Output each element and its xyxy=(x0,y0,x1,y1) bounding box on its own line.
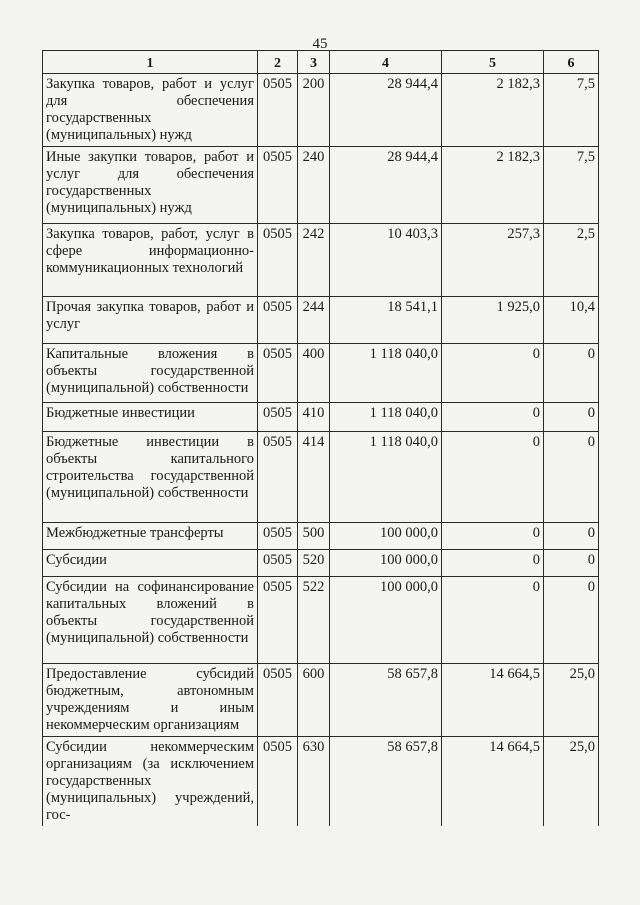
column-header: 2 xyxy=(258,51,298,74)
row-code-cell: 500 xyxy=(298,523,330,550)
column-header: 4 xyxy=(330,51,442,74)
row-name-cell: Межбюджетные трансферты xyxy=(43,523,258,550)
table-row xyxy=(43,297,599,344)
row-percent-cell: 2,5 xyxy=(544,224,599,297)
column-header: 5 xyxy=(442,51,544,74)
table-row xyxy=(43,550,599,577)
table-row xyxy=(43,577,599,664)
row-percent-cell: 0 xyxy=(544,344,599,403)
row-percent-cell: 25,0 xyxy=(544,664,599,737)
row-name-cell: Капитальные вложения в объекты государственной (муниципальной) собственности xyxy=(43,344,258,403)
column-header: 1 xyxy=(43,51,258,74)
row-name-cell: Бюджетные инвестиции xyxy=(43,403,258,432)
row-name-cell: Иные закупки товаров, работ и услуг для обеспечения государственных (муниципальных) нужд xyxy=(43,147,258,224)
row-fact-cell: 14 664,5 xyxy=(442,737,544,827)
row-section-cell: 0505 xyxy=(258,577,298,664)
row-code-cell: 410 xyxy=(298,403,330,432)
table-row xyxy=(43,432,599,523)
row-fact-cell: 2 182,3 xyxy=(442,147,544,224)
row-fact-cell: 257,3 xyxy=(442,224,544,297)
table-row xyxy=(43,147,599,224)
row-plan-cell: 1 118 040,0 xyxy=(330,344,442,403)
row-percent-cell: 0 xyxy=(544,403,599,432)
row-fact-cell: 0 xyxy=(442,432,544,523)
row-section-cell: 0505 xyxy=(258,74,298,147)
column-header: 3 xyxy=(298,51,330,74)
row-fact-cell: 0 xyxy=(442,403,544,432)
row-section-cell: 0505 xyxy=(258,523,298,550)
row-percent-cell: 7,5 xyxy=(544,147,599,224)
table-row xyxy=(43,523,599,550)
row-section-cell: 0505 xyxy=(258,403,298,432)
row-percent-cell: 10,4 xyxy=(544,297,599,344)
row-fact-cell: 14 664,5 xyxy=(442,664,544,737)
row-code-cell: 522 xyxy=(298,577,330,664)
table-row xyxy=(43,664,599,737)
table-row xyxy=(43,74,599,147)
row-name-cell: Закупка товаров, работ и услуг для обеспечения государственных (муниципальных) нужд xyxy=(43,74,258,147)
row-section-cell: 0505 xyxy=(258,737,298,827)
row-code-cell: 630 xyxy=(298,737,330,827)
row-plan-cell: 18 541,1 xyxy=(330,297,442,344)
row-code-cell: 200 xyxy=(298,74,330,147)
row-percent-cell: 0 xyxy=(544,577,599,664)
row-percent-cell: 0 xyxy=(544,432,599,523)
row-section-cell: 0505 xyxy=(258,344,298,403)
table-row xyxy=(43,344,599,403)
column-header: 6 xyxy=(544,51,599,74)
row-percent-cell: 0 xyxy=(544,550,599,577)
row-section-cell: 0505 xyxy=(258,224,298,297)
row-fact-cell: 2 182,3 xyxy=(442,74,544,147)
row-fact-cell: 0 xyxy=(442,550,544,577)
row-code-cell: 520 xyxy=(298,550,330,577)
budget-table xyxy=(42,50,599,826)
row-section-cell: 0505 xyxy=(258,147,298,224)
row-name-cell: Прочая закупка товаров, работ и услуг xyxy=(43,297,258,344)
row-name-cell: Бюджетные инвестиции в объекты капитального строительства государственной (муниципальной) собственности xyxy=(43,432,258,523)
row-name-cell: Закупка товаров, работ, услуг в сфере информационно-коммуникационных технологий xyxy=(43,224,258,297)
row-code-cell: 244 xyxy=(298,297,330,344)
row-code-cell: 414 xyxy=(298,432,330,523)
row-plan-cell: 1 118 040,0 xyxy=(330,403,442,432)
table-row xyxy=(43,737,599,827)
row-plan-cell: 100 000,0 xyxy=(330,577,442,664)
row-fact-cell: 0 xyxy=(442,577,544,664)
page-number: 45 xyxy=(312,36,328,52)
row-plan-cell: 58 657,8 xyxy=(330,664,442,737)
row-plan-cell: 1 118 040,0 xyxy=(330,432,442,523)
row-code-cell: 400 xyxy=(298,344,330,403)
row-name-cell: Субсидии на софинансирование капитальных вложений в объекты государственной (муниципальной) собственности xyxy=(43,577,258,664)
row-plan-cell: 28 944,4 xyxy=(330,74,442,147)
row-percent-cell: 7,5 xyxy=(544,74,599,147)
row-code-cell: 242 xyxy=(298,224,330,297)
header-row xyxy=(43,51,599,74)
row-code-cell: 600 xyxy=(298,664,330,737)
table-row xyxy=(43,403,599,432)
row-section-cell: 0505 xyxy=(258,432,298,523)
row-code-cell: 240 xyxy=(298,147,330,224)
row-plan-cell: 28 944,4 xyxy=(330,147,442,224)
row-fact-cell: 0 xyxy=(442,344,544,403)
row-fact-cell: 1 925,0 xyxy=(442,297,544,344)
row-plan-cell: 58 657,8 xyxy=(330,737,442,827)
row-plan-cell: 10 403,3 xyxy=(330,224,442,297)
row-section-cell: 0505 xyxy=(258,297,298,344)
row-section-cell: 0505 xyxy=(258,550,298,577)
row-percent-cell: 25,0 xyxy=(544,737,599,827)
row-name-cell: Субсидии некоммерческим организациям (за исключением государственных (муниципальных) учреждений, гос- xyxy=(43,737,258,827)
row-name-cell: Субсидии xyxy=(43,550,258,577)
row-plan-cell: 100 000,0 xyxy=(330,550,442,577)
row-plan-cell: 100 000,0 xyxy=(330,523,442,550)
row-fact-cell: 0 xyxy=(442,523,544,550)
row-name-cell: Предоставление субсидий бюджетным, автономным учреждениям и иным некоммерческим организациям xyxy=(43,664,258,737)
row-section-cell: 0505 xyxy=(258,664,298,737)
row-percent-cell: 0 xyxy=(544,523,599,550)
table-row xyxy=(43,224,599,297)
